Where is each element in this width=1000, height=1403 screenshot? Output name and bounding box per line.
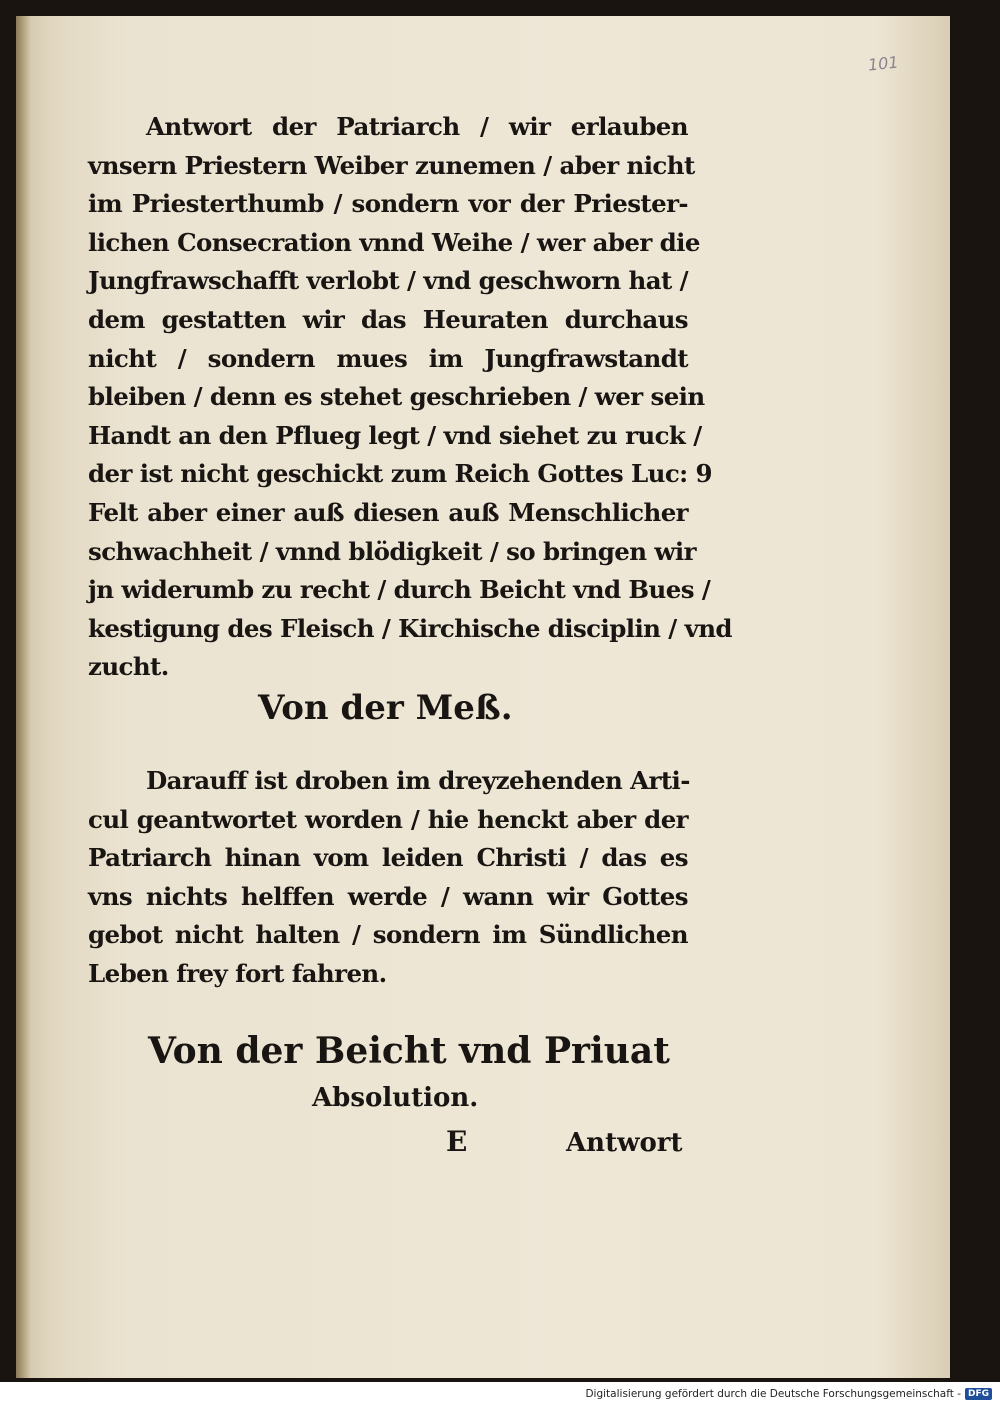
text-line: schwachheit / vnnd blödigkeit / so bringen wir [88,536,696,566]
text-line: vnsern Priestern Weiber zunemen / aber nicht [88,150,695,180]
text-line: jn widerumb zu recht / durch Beicht vnd Bues / [88,575,711,605]
dfg-logo: DFG [965,1388,992,1400]
section-heading-confession: Von der Beicht vnd Priuat [148,1030,670,1072]
text-line: Patriarch hinan vom leiden Christi / das es [88,843,688,873]
text-line: bleiben / denn es stehet geschrieben / wer sein [88,382,705,412]
text-line: Jungfrawschafft verlobt / vnd geschworn hat / [88,266,689,296]
text-line: Darauff ist droben im dreyzehenden Arti- [146,766,690,795]
text-line: Handt an den Pflueg legt / vnd siehet zu ruck / [88,420,702,450]
catchword: Antwort [566,1128,683,1158]
text-line: cul geantwortet worden / hie henckt aber der [88,804,688,834]
paragraph-mass [88,762,688,994]
text-line: gebot nicht halten / sondern im Sündlichen [88,920,688,950]
text-line: Antwort der Patriarch / wir erlauben [146,112,688,141]
page-gutter [16,16,30,1378]
footer-credit [585,1388,992,1400]
text-line: der ist nicht geschickt zum Reich Gottes Luc: 9 [88,459,712,489]
paragraph-answer [88,108,732,687]
folio-number: 101 [867,52,900,75]
text-line: lichen Consecration vnnd Weihe / wer aber die [88,227,700,257]
signature-mark: E [446,1125,468,1158]
text-line: Felt aber einer auß diesen auß Menschlicher [88,497,688,527]
text-line: zucht. [88,652,169,682]
text-line: im Priesterthumb / sondern vor der Priester- [88,189,688,219]
footer-text: Digitalisierung gefördert durch die Deutsche Forschungsgemeinschaft - [585,1388,961,1400]
text-line: vns nichts helffen werde / wann wir Gottes [88,881,688,911]
section-heading-mass: Von der Meß. [258,688,513,728]
text-line: nicht / sondern mues im Jungfrawstandt [88,343,688,373]
section-heading-confession-line2: Absolution. [312,1083,479,1113]
text-line: dem gestatten wir das Heuraten durchaus [88,304,688,334]
text-line: Leben frey fort fahren. [88,958,387,988]
text-line: kestigung des Fleisch / Kirchische disciplin / vnd [88,613,732,643]
